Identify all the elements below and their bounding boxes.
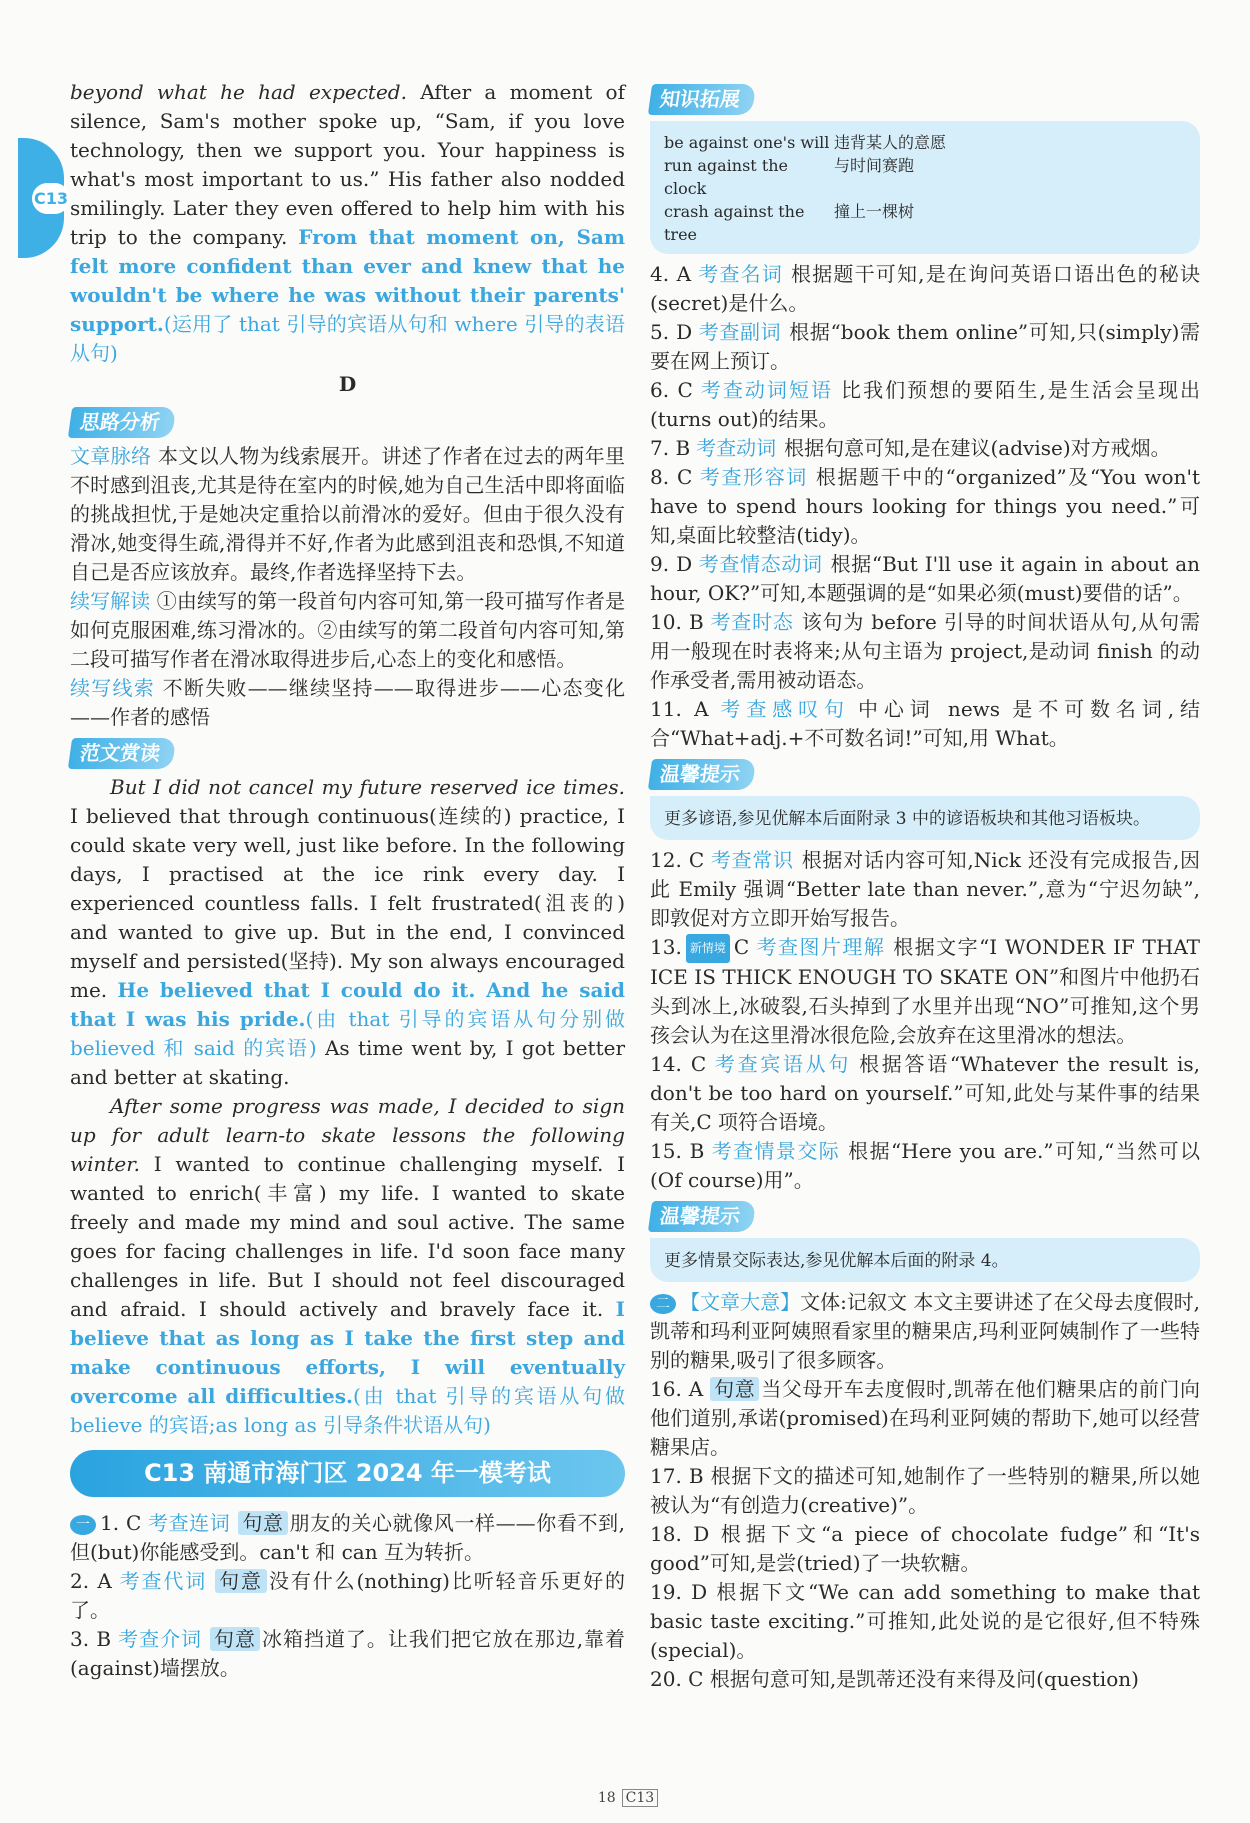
explanation: 根据文字“I WONDER IF THAT ICE IS THICK ENOUGH TO SKATE ON”和图片中他扔石头到冰上,冰破裂,石头掉到了水里并出现“NO”可推知,这个男孩会认为在这里滑冰很危险,会放弃在这里滑冰的想法。 xyxy=(650,935,1201,1047)
topic-tag: 考查代词 xyxy=(117,1569,208,1593)
sentence-meaning-tag: 句意 xyxy=(210,1627,260,1651)
explanation: 根据题干中的“organized”及“You won't have to spend hours looking for things you need.”可知,桌面比较整洁(tidy)。 xyxy=(650,465,1201,547)
explanation: 根据题干可知,是在询问英语口语出色的秘诀(secret)是什么。 xyxy=(650,262,1200,315)
topic-tag: 考查动词短语 xyxy=(698,378,834,402)
grammar-note: (由 that 引导的宾语从句分别做 believed 和 said 的宾语) xyxy=(70,1007,625,1060)
part-badge: 一 xyxy=(70,1515,96,1535)
answer-item xyxy=(70,1509,625,1567)
explanation: 根据下文“a piece of chocolate fudge”和“It's good”可知,是尝(tried)了一块软糖。 xyxy=(650,1522,1200,1575)
text-run: But I did not cancel my future reserved ice times. xyxy=(110,775,625,799)
article-summary xyxy=(650,1288,1200,1375)
page-footer xyxy=(0,1790,1250,1806)
answer-num: 9. D xyxy=(650,552,693,576)
page-code: C13 xyxy=(622,1789,659,1807)
tip-box: 更多情景交际表达,参见优解本后面的附录 4。 xyxy=(650,1238,1200,1282)
answer-item xyxy=(650,550,1200,608)
explanation: 根据句意可知,是在建议(advise)对方戒烟。 xyxy=(784,436,1171,460)
section-letter: D xyxy=(338,372,357,396)
explanation: 根据“book them online”可知,只(simply)需要在网上预订。 xyxy=(650,320,1201,373)
topic-tag: 考查形容词 xyxy=(698,465,808,489)
sample-paragraph-2 xyxy=(70,1092,625,1440)
answer-item xyxy=(650,1520,1200,1578)
summary-text: 本文主要讲述了在父母去度假时,凯蒂和玛利亚阿姨照看家里的糖果店,玛利亚阿姨制作了一些特别的糖果,吸引了很多顾客。 xyxy=(650,1290,1201,1372)
answer-item xyxy=(650,695,1200,753)
topic-tag: 考查宾语从句 xyxy=(712,1052,852,1076)
answer-num: 10. B xyxy=(650,610,704,634)
answer-item xyxy=(650,318,1200,376)
text-run: After some progress was made, I decided to sign up for adult learn-to skate lessons the following winter. xyxy=(70,1094,625,1176)
answer-num: 18. D xyxy=(650,1522,710,1546)
text: 不断失败——继续坚持——取得进步——心态变化——作者的感悟 xyxy=(70,676,626,729)
highlight-sentence: He believed that I could do it. And he said that I was his pride. xyxy=(70,978,626,1031)
answer-item xyxy=(70,1625,625,1683)
label: 文章脉络 xyxy=(70,444,152,468)
chapter-side-tab-label: C13 xyxy=(32,183,70,214)
summary-label: 【文章大意】 xyxy=(680,1290,801,1314)
genre: 文体:记叙文 xyxy=(800,1290,907,1314)
answer-num: 16. A xyxy=(650,1377,704,1401)
explanation: 冰箱挡道了。让我们把它放在那边,靠着(against)墙摆放。 xyxy=(70,1627,626,1680)
answer-num: 17. B xyxy=(650,1464,704,1488)
answer-num: 11. A xyxy=(650,697,709,721)
answer-letter: C xyxy=(733,935,750,959)
topic-tag: 考查情态动词 xyxy=(698,552,823,576)
answer-item xyxy=(650,1137,1200,1195)
explanation: 根据下文“We can add something to make that basic taste exciting.”可推知,此处说的是它很好,但不特殊(special)。 xyxy=(650,1580,1200,1662)
phrase-cn: 撞上一棵树 xyxy=(834,202,915,221)
phrase-row xyxy=(664,131,1186,154)
topic-tag: 考查常识 xyxy=(710,848,794,872)
explanation: 没有什么(nothing)比听轻音乐更好的了。 xyxy=(70,1569,626,1622)
explanation: 根据“But I'll use it again in about an hour, OK?”可知,本题强调的是“如果必须(must)要借的话”。 xyxy=(650,552,1201,605)
highlight-sentence: From that moment on, Sam felt more confident than ever and knew that he wouldn't be where he was without their parents' support. xyxy=(70,225,626,336)
left-column xyxy=(70,78,625,1683)
answer-num: 5. D xyxy=(650,320,693,344)
sample-paragraph-1 xyxy=(70,773,625,1092)
analysis-clues xyxy=(70,674,625,732)
topic-tag: 考查图片理解 xyxy=(755,935,886,959)
grammar-note: (由 that 引导的宾语从句做 believe 的宾语;as long as 引导条件状语从句) xyxy=(70,1384,626,1437)
part-badge: 二 xyxy=(650,1294,676,1314)
label: 续写线索 xyxy=(70,676,155,700)
answer-item xyxy=(70,1567,625,1625)
label: 续写解读 xyxy=(70,589,151,613)
explanation: 中心词 news 是不可数名词,结合“What+adj.+不可数名词!”可知,用 What。 xyxy=(650,697,1200,750)
phrase-en: crash against the tree xyxy=(664,202,805,244)
topic-tag: 考查介词 xyxy=(117,1627,203,1651)
answer-item xyxy=(650,463,1200,550)
explanation: 朋友的关心就像风一样——你看不到,但(but)你能感受到。can't 和 can 互为转折。 xyxy=(70,1511,626,1564)
right-column xyxy=(650,78,1200,1694)
text-run: After a moment of silence, Sam's mother spoke up, “Sam, if you love technology, then we support you. Your happiness is what's most important to us.” His father also nodded smilingly. Later they even offered to help him with his trip to the company. xyxy=(70,80,625,249)
answer-item xyxy=(650,1462,1200,1520)
topic-tag: 考查副词 xyxy=(698,320,782,344)
phrase-row xyxy=(664,200,1186,246)
banner-analysis: 思路分析 xyxy=(68,407,176,438)
text-run: beyond what he had expected. xyxy=(70,80,407,104)
topic-tag: 考查时态 xyxy=(709,610,794,634)
answer-item xyxy=(650,260,1200,318)
explanation: 根据对话内容可知,Nick 还没有完成报告,因此 Emily 强调“Better late than never.”,意为“宁迟勿缺”,即敦促对方立即开始写报告。 xyxy=(650,848,1201,930)
text: 本文以人物为线索展开。讲述了作者在过去的两年里不时感到沮丧,尤其是待在室内的时候,她为自己生活中即将面临的挑战担忧,于是她决定重拾以前滑冰的爱好。但由于很久没有滑冰,她变得生疏,滑得并不好,作者为此感到沮丧和恐惧,不知道自己是否应该放弃。最终,作者选择坚持下去。 xyxy=(70,444,626,584)
chapter-side-tab xyxy=(18,138,68,258)
text-run: I wanted to continue challenging myself. I wanted to enrich(丰富) my life. I wanted to skate freely and made my mind and soul active. The same goes for facing challenges in life. I'd soon face many challenges in life. But I should not feel discouraged and afraid. I should actively and bravely face it. xyxy=(70,1152,625,1321)
topic-tag: 考查连词 xyxy=(147,1511,231,1535)
topic-tag: 考查名词 xyxy=(697,262,784,286)
analysis-structure xyxy=(70,442,625,587)
explanation: 该句为 before 引导的时间状语从句,从句需用一般现在时表将来;从句主语为 project,是动词 finish 的动作承受者,需用被动语态。 xyxy=(650,610,1200,692)
essay-c-ending xyxy=(70,78,625,368)
banner-tip: 温馨提示 xyxy=(648,759,756,790)
grammar-note: (运用了 that 引导的宾语从句和 where 引导的表语从句) xyxy=(70,312,625,365)
answer-num: 14. C xyxy=(650,1052,707,1076)
answer-num: 15. B xyxy=(650,1139,705,1163)
explanation: 根据答语“Whatever the result is, don't be too hard on yourself.”可知,此处与某件事的结果有关,C 项符合语境。 xyxy=(650,1052,1200,1134)
answer-item xyxy=(650,1578,1200,1665)
phrase-cn: 违背某人的意愿 xyxy=(834,133,947,152)
answer-item xyxy=(650,1050,1200,1137)
answer-num: 6. C xyxy=(650,378,693,402)
answer-num: 4. A xyxy=(650,262,692,286)
answer-item xyxy=(650,846,1200,933)
topic-tag: 考查感叹句 xyxy=(714,697,850,721)
answer-num: 1. C xyxy=(100,1511,142,1535)
knowledge-box xyxy=(650,121,1200,254)
answer-item xyxy=(650,1375,1200,1462)
answer-num: 19. D xyxy=(650,1580,708,1604)
explanation: 当父母开车去度假时,凯蒂在他们糖果店的前门向他们道别,承诺(promised)在玛利亚阿姨的帮助下,她可以经营糖果店。 xyxy=(650,1377,1201,1459)
text-run: I believed that through continuous(连续的) practice, I could skate very well, just like before. In the following days, I practised at the ice rink every day. I experienced countless falls. I felt frustrated(沮丧的) and wanted to give up. But in the end, I convinced myself and persisted(坚持). My son always encouraged me. xyxy=(70,804,625,1002)
phrase-cn: 与时间赛跑 xyxy=(834,156,915,175)
sentence-meaning-tag: 句意 xyxy=(238,1511,287,1535)
text-run: As time went by, I got better and better at skating. xyxy=(70,1036,626,1089)
explanation: 根据“Here you are.”可知,“当然可以(Of course)用”。 xyxy=(650,1139,1200,1192)
banner-sample: 范文赏读 xyxy=(68,738,176,769)
banner-tip: 温馨提示 xyxy=(648,1201,756,1232)
sentence-meaning-tag: 句意 xyxy=(215,1569,267,1593)
text: ①由续写的第一段首句内容可知,第一段可描写作者是如何克服困难,练习滑冰的。②由续写的第二段首句内容可知,第二段可描写作者在滑冰取得进步后,心态上的变化和感悟。 xyxy=(70,589,626,671)
explanation: 根据句意可知,是凯蒂还没有来得及问(question) xyxy=(709,1667,1139,1691)
banner-knowledge: 知识拓展 xyxy=(648,84,756,115)
phrase-en: be against one's will xyxy=(664,133,830,152)
answer-num: 13. xyxy=(650,935,682,959)
phrase-en: run against the clock xyxy=(664,156,789,198)
answer-item xyxy=(650,608,1200,695)
highlight-sentence: I believe that as long as I take the first step and make continuous efforts, I will eventually overcome all difficulties. xyxy=(70,1297,625,1408)
page-number: 18 xyxy=(597,1790,616,1806)
phrase-row xyxy=(664,154,1186,200)
topic-tag: 考查动词 xyxy=(696,436,777,460)
new-context-badge: 新情境 xyxy=(686,934,730,963)
analysis-interpretation xyxy=(70,587,625,674)
answer-item xyxy=(650,376,1200,434)
answer-num: 2. A xyxy=(70,1569,112,1593)
answer-num: 12. C xyxy=(650,848,705,872)
answer-item xyxy=(650,1665,1200,1694)
answer-num: 8. C xyxy=(650,465,693,489)
exam-title: C13 南通市海门区 2024 年一模考试 xyxy=(70,1450,625,1497)
topic-tag: 考查情景交际 xyxy=(710,1139,841,1163)
answer-num: 7. B xyxy=(650,436,691,460)
answer-item xyxy=(650,434,1200,463)
explanation: 比我们预想的要陌生,是生活会呈现出(turns out)的结果。 xyxy=(650,378,1200,431)
sentence-meaning-tag: 句意 xyxy=(710,1377,759,1401)
answer-num: 20. C xyxy=(650,1667,704,1691)
explanation: 根据下文的描述可知,她制作了一些特别的糖果,所以她被认为“有创造力(creative)”。 xyxy=(650,1464,1200,1517)
tip-box: 更多谚语,参见优解本后面附录 3 中的谚语板块和其他习语板块。 xyxy=(650,796,1200,840)
answer-num: 3. B xyxy=(70,1627,112,1651)
answer-item xyxy=(650,933,1200,1050)
